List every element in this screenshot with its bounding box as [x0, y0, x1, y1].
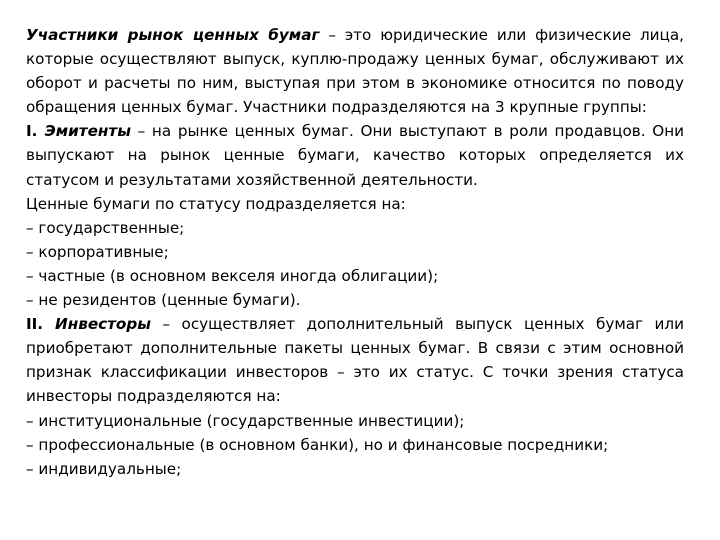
investors-text: – осуществляет дополнительный выпуск ценных бумаг или приобретают дополнительные пакеты ценных бумаг. В связи с этим основной признак классификации инвесторов – это их статус. С точки зрения статуса инвесторы подразделяются на: — [26, 315, 684, 406]
slide-text — [26, 23, 684, 481]
section-numeral-2: II. — [26, 315, 56, 334]
term-issuers: Эмитенты — [44, 122, 131, 141]
list-item-institutional: – институциональные (государственные инвестиции); — [26, 411, 465, 430]
intro-text: – это юридические или физические лица, которые осуществляют выпуск, куплю-продажу ценных бумаг, обслуживают их оборот и расчеты по ним, выступая при этом в экономике относится по поводу обращения ценных бумаг. Участники подразделяются на 3 крупные группы: — [26, 26, 684, 117]
list-item-corporate: – корпоративные; — [26, 242, 169, 261]
list-item-non-resident: – не резидентов (ценные бумаги). — [26, 291, 301, 310]
section-numeral-1: I. — [26, 122, 45, 141]
list-item-individual: – индивидуальные; — [26, 459, 182, 478]
intro-paragraph — [26, 23, 684, 119]
term-investors: Инвесторы — [55, 315, 151, 334]
list-item-state: – государственные; — [26, 218, 185, 237]
issuers-paragraph — [26, 119, 684, 191]
list-item-professional: – профессиональные (в основном банки), но и финансовые посредники; — [26, 435, 609, 454]
list-item-private: – частные (в основном векселя иногда облигации); — [26, 266, 439, 285]
securities-status-intro: Ценные бумаги по статусу подразделяется на: — [26, 194, 406, 213]
issuers-text: – на рынке ценных бумаг. Они выступают в роли продавцов. Они выпускают на рынок ценные бумаги, качество которых определяется их статусом и результатами хозяйственной деятельности. — [26, 122, 685, 189]
investors-paragraph — [26, 312, 684, 408]
term-participants: Участники рынок ценных бумаг — [26, 26, 320, 44]
